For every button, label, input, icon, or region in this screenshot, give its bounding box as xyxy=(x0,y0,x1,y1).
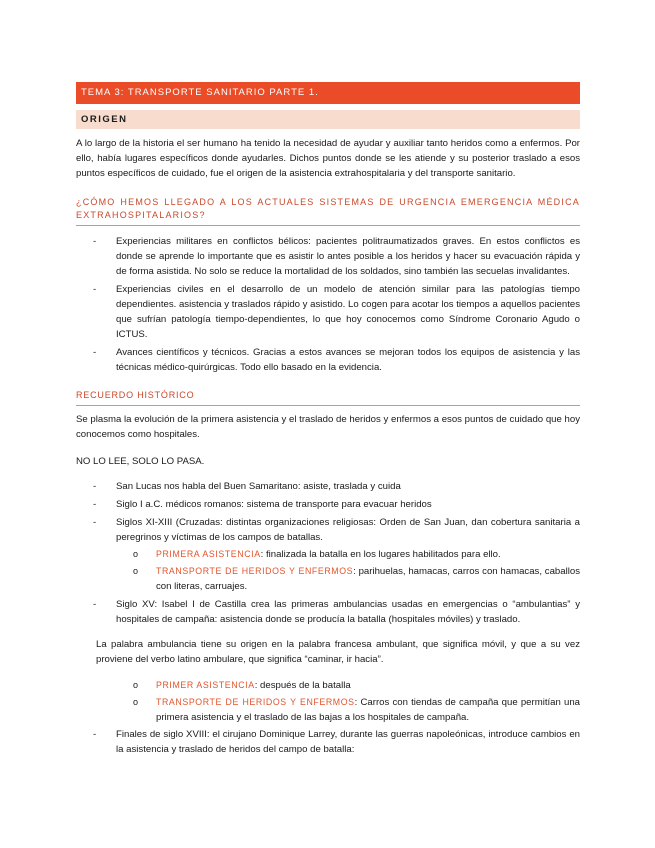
first-aid-label: PRIMER ASISTENCIA xyxy=(156,680,255,690)
history-item-text: Finales de siglo XVIII: el cirujano Dominique Larrey, durante las guerras napoleónicas, introduce cambios en la asistencia y traslado de heridos del campo de batalla: xyxy=(116,729,580,755)
ambulance-first-aid xyxy=(76,678,580,693)
origin-paragraph: A lo largo de la historia el ser humano ha tenido la necesidad de ayudar y auxiliar tanto heridos como a enfermos. Por ello, había lugares específicos donde ayudarles. Dichos puntos donde se les atiende y su posterior traslado a esos puntos específicos de cuidado, fue el origen de la asistencia extrahospitalaria y del transporte sanitario. xyxy=(76,138,580,179)
dash-bullet: - xyxy=(93,284,97,295)
history-note: NO LO LEE, SOLO LO PASA. xyxy=(76,456,205,467)
first-aid-text: : después de la batalla xyxy=(254,680,351,691)
circle-bullet: o xyxy=(133,549,139,559)
evolution-item-civil xyxy=(76,282,580,342)
history-item-larrey xyxy=(76,727,580,757)
history-item-isabel xyxy=(76,597,580,627)
history-item-text: Siglo XV: Isabel I de Castilla crea las primeras ambulancias usadas en emergencias o “ambulantias” y hospitales de campaña: asistencia donde se producía la batalla (hospitales móviles) y traslado. xyxy=(116,599,580,625)
evolution-item-text: Experiencias militares en conflictos bélicos: pacientes politraumatizados graves. En estos conflictos es donde se aprende lo importante que es asistir lo antes posible a los heridos y hacer su evacuación rápida y de forma asistida. No solo se reduce la mortalidad de los soldados, sino también las secuelas invalidantes. xyxy=(116,236,580,277)
ambulance-transport xyxy=(76,695,580,725)
history-list xyxy=(76,479,580,627)
ambulance-sublist xyxy=(76,678,580,725)
topic-title: TEMA 3: TRANSPORTE SANITARIO PARTE 1. xyxy=(81,87,319,98)
evolution-item-text: Avances científicos y técnicos. Gracias a estos avances se mejoran todos los equipos de asistencia y las técnicas médico-quirúrgicas. Todo ello basado en la evidencia. xyxy=(116,347,580,373)
history-heading: RECUERDO HISTÓRICO xyxy=(76,389,580,406)
crusades-sublist xyxy=(76,547,580,594)
transport-label: TRANSPORTE DE HERIDOS Y ENFERMOS xyxy=(156,697,355,707)
history-item-text: Siglos XI-XIII (Cruzadas: distintas organizaciones religiosas: Orden de San Juan, dan cobertura sanitaria a peregrinos y víctimas de los campos de batallas. xyxy=(116,517,580,543)
history-item-text: San Lucas nos habla del Buen Samaritano: asiste, traslada y cuida xyxy=(116,481,401,492)
dash-bullet: - xyxy=(93,599,97,610)
dash-bullet: - xyxy=(93,347,97,358)
ambulance-etymology: La palabra ambulancia tiene su origen en la palabra francesa ambulant, que significa móvil, y que a su vez proviene del verbo latino ambulare, que significa “caminar, ir hacia”. xyxy=(96,639,580,665)
topic-title-bar xyxy=(76,82,580,104)
page-content xyxy=(76,82,580,760)
transport-text: : parihuelas, hamacas, carros con hamacas, caballos con literas, carruajes. xyxy=(156,566,580,592)
crusades-transport xyxy=(76,564,580,594)
dash-bullet: - xyxy=(93,729,97,740)
evolution-list xyxy=(76,234,580,375)
history-intro: Se plasma la evolución de la primera asistencia y el traslado de heridos y enfermos a esos puntos de cuidado que hoy conocemos como hospitales. xyxy=(76,414,580,440)
evolution-heading: ¿CÓMO HEMOS LLEGADO A LOS ACTUALES SISTEMAS DE URGENCIA EMERGENCIA MÉDICA EXTRAHOSPITALARIOS? xyxy=(76,196,580,226)
history-list-continued xyxy=(76,727,580,757)
first-aid-label: PRIMERA ASISTENCIA xyxy=(156,549,261,559)
evolution-item-text: Experiencias civiles en el desarrollo de un modelo de atención similar para las patologías tiempo dependientes. asistencia y traslados rápido y asistido. Lo cogen para acotar los tiempos a aquellos pacientes que sufrían patología tiempo-dependientes, lo que hoy conocemos como Síndrome Coronario Agudo o ICTUS. xyxy=(116,284,580,340)
transport-text: : Carros con tiendas de campaña que permitían una primera asistencia y el traslado de las bajas a los hospitales de campaña. xyxy=(156,697,580,723)
evolution-item-scientific xyxy=(76,345,580,375)
dash-bullet: - xyxy=(93,481,97,492)
history-item-romans xyxy=(76,497,580,512)
circle-bullet: o xyxy=(133,697,139,707)
dash-bullet: - xyxy=(93,499,97,510)
evolution-item-military xyxy=(76,234,580,279)
dash-bullet: - xyxy=(93,517,97,528)
dash-bullet: - xyxy=(93,236,97,247)
origin-heading-bar xyxy=(76,110,580,129)
circle-bullet: o xyxy=(133,566,139,576)
history-item-samaritan xyxy=(76,479,580,494)
history-item-text: Siglo I a.C. médicos romanos: sistema de transporte para evacuar heridos xyxy=(116,499,432,510)
origin-heading: ORIGEN xyxy=(81,114,128,125)
circle-bullet: o xyxy=(133,680,139,690)
first-aid-text: : finalizada la batalla en los lugares habilitados para ello. xyxy=(260,549,501,560)
crusades-first-aid xyxy=(76,547,580,562)
history-item-crusades xyxy=(76,515,580,594)
transport-label: TRANSPORTE DE HERIDOS Y ENFERMOS xyxy=(156,566,354,576)
